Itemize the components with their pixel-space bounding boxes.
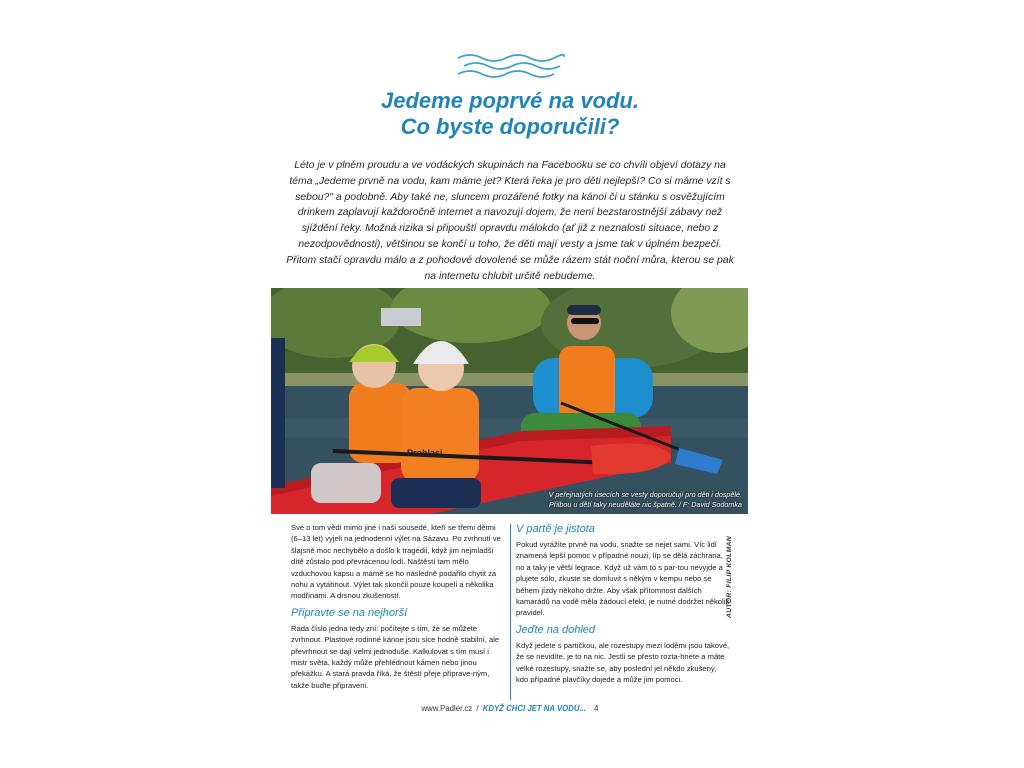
page-number: 4 [594,704,599,713]
column-divider [510,524,511,700]
title-line-1: Jedeme poprvé na vodu. [381,88,639,113]
author-credit: AUTOR: FILIP KOLMAN [726,536,733,618]
article-column-2 [516,522,730,689]
waves-ornament-icon [456,50,566,80]
article-title [270,88,750,140]
article-lead: Léto je v plném proudu a ve vodáckých skupinách na Facebooku se co chvíli objeví dotazy na téma „Jedeme prvně na vodu, kam máme jet? Která řeka je pro děti nejlepší? Co si máme vzít s sebou?" a podobně. Aby také ne, sluncem prozářené fotky na kánoi či u stánku s osvěžujícím drinkem zaplavují každoročně internet a navozují dojem, že není bezstarostnější zábavy než sjíždění řeky. Možná rizika si připouští opravdu málokdo (ať již z neznalosti situace, nebo z nezodpovědnosti), většinou se končí u toho, že děti mají vesty a jsme tak v úplném bezpečí. Přitom stačí opravdu málo a z pohodové dovolené se může rázem stát noční můra, kterou se pak na internetu chlubit určitě nebudeme. [286,160,734,282]
photo-caption [549,490,742,510]
adult-life-vest [559,346,615,420]
title-line-2: Co byste doporučili? [400,114,620,139]
photo-caption-line-2: Přilbou u dětí taky neuděláte nic špatně. / F: David Sodomka [549,500,742,509]
subheading: V partě je jistota [516,523,595,535]
footer-section-name: KDYŽ CHCI JET NA VODU... [482,704,586,713]
photo-caption-line-1: V peřejnatých úsecích se vesty doporučují pro děti i dospělé. [548,490,742,499]
article-column-1 [291,522,506,695]
house-shape [381,308,421,326]
footer-site-link[interactable]: www.Padler.cz [421,704,473,713]
magazine-page [270,40,750,730]
canoe-scene-illustration [271,288,748,514]
paragraph: Když jedete s partičkou, ale rozestupy mezi loděmi jsou takové, že se nevidíte, je to na nic. Jestli se přesto rozta-hnete a máte velké rozestupy, snažte se, aby poslední jel někdo zkušený, kdo případné plavčíky dojede a může jim pomoci. [516,640,730,685]
subheading: Jeďte na dohled [516,623,596,636]
subheading: Připravte se na nejhorší [291,606,408,619]
paragraph: Pokud vyrážíte prvně na vodu, snažte se nejet sami. Víc lidí znamená lepší pomoc v případné nouzi, líp se dělá záchrana, no a taky je větší legrace. Když už vám to s par-tou nevyjde a plujete sólo, zkuste se domluvit s někým v kempu nebo se během jízdy někoho držte. Aby však přítomnost dalších kamarádů na vodě měla žádoucí efekt, je nutné dodržet několik pravidel. [516,540,730,618]
page-footer [270,704,750,713]
paddle-label: Prohlasi [407,448,443,458]
article-photo [271,288,748,514]
paragraph: Rada číslo jedna tedy zní: počítejte s tím, že se můžete zvrhnout. Plastové rodinné kánoe jsou sice hodně stabilní, ale převrhnout se dají velmi jednoduše. Kalkulovat s tím musí i mistr světa, každý může přehlédnout kámen nebo jinou překážku. A stará pravda říká, že štěstí přeje připrave-ným, takže buďte připraveni. [291,623,500,690]
paragraph: Své o tom vědí mimo jiné i naši sousedé, kteří se třemi dětmi (6–13 let) vyjeli na jednodenní výlet na Sázavu. Po zvrhnutí ve šlajsně moc nechybělo a došlo k tragédii, když jim nejmladší dítě zůstalo pod převrácenou lodí. Naštěstí tam mělo vzduchovou kapsu a mámě se ho následně podařilo chytit za nohu a vytáhnout. Výlet tak skončil pouze koupelí a několika modřinami. A drsnou zkušeností. [291,523,501,601]
footer-separator: / [476,704,479,713]
child-2-life-vest [401,388,479,483]
